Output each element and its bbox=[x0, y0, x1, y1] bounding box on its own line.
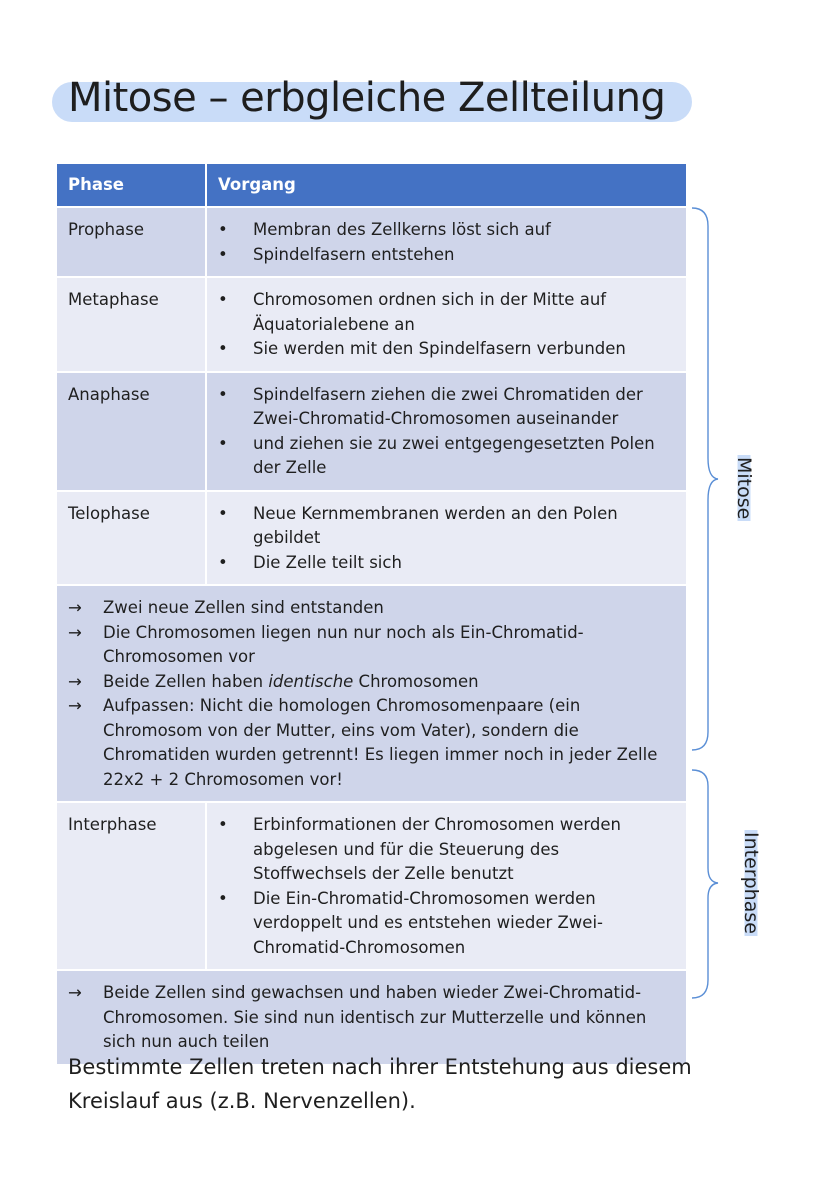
item-text: Spindelfasern ziehen die zwei Chromatiden der Zwei-Chromatid-Chromosomen auseinander bbox=[253, 384, 643, 428]
mitose-summary bbox=[57, 585, 687, 802]
row-prophase bbox=[57, 207, 687, 277]
list-item bbox=[218, 337, 675, 362]
item-text: Sie werden mit den Spindelfasern verbunden bbox=[253, 339, 626, 358]
list-item bbox=[68, 621, 675, 670]
row-telophase bbox=[57, 491, 687, 586]
list-item bbox=[218, 813, 675, 887]
interphase-bracket-label bbox=[740, 830, 762, 936]
phase-name: Anaphase bbox=[57, 372, 206, 491]
title-area bbox=[52, 66, 702, 126]
mitose-bracket-label bbox=[733, 455, 755, 521]
list-item bbox=[218, 551, 675, 576]
footer-note: Bestimmte Zellen treten nach ihrer Entstehung aus diesem Kreislauf aus (z.B. Nervenzellen). bbox=[68, 1055, 692, 1113]
bullet-icon: • bbox=[218, 815, 228, 834]
item-text: Spindelfasern entstehen bbox=[253, 244, 455, 264]
item-text: Die Zelle teilt sich bbox=[253, 552, 402, 572]
item-text: Die Ein-Chromatid-Chromosomen werden verdoppelt und es entstehen wieder Zwei-Chromatid-Chromosomen bbox=[253, 888, 603, 957]
item-text: Zwei neue Zellen sind entstanden bbox=[103, 598, 384, 617]
header-vorgang: Vorgang bbox=[206, 164, 687, 207]
list-item bbox=[218, 218, 675, 243]
bullet-icon: • bbox=[218, 220, 228, 239]
phase-name: Telophase bbox=[57, 491, 206, 586]
list-item bbox=[218, 243, 675, 268]
phase-description bbox=[206, 277, 687, 372]
arrow-right-icon: → bbox=[68, 622, 82, 642]
arrow-right-icon: → bbox=[68, 598, 82, 617]
list-item bbox=[68, 694, 675, 792]
header-phase: Phase bbox=[57, 164, 206, 207]
bullet-icon: • bbox=[218, 384, 228, 404]
bullet-icon: • bbox=[218, 339, 228, 358]
arrow-right-icon: → bbox=[68, 983, 82, 1002]
table-header-row bbox=[57, 164, 687, 207]
bullet-icon: • bbox=[218, 244, 228, 264]
row-anaphase bbox=[57, 372, 687, 491]
phase-name: Metaphase bbox=[57, 277, 206, 372]
list-item bbox=[218, 288, 675, 337]
bullet-icon: • bbox=[218, 433, 228, 453]
row-interphase bbox=[57, 802, 687, 970]
list-item bbox=[218, 887, 675, 961]
phase-description bbox=[206, 491, 687, 586]
item-text: Membran des Zellkerns löst sich auf bbox=[253, 220, 551, 239]
list-item bbox=[218, 383, 675, 432]
phase-name: Interphase bbox=[57, 802, 206, 970]
item-text: Aufpassen: Nicht die homologen Chromosomenpaare (ein Chromosom von der Mutter, eins vom Vater), sondern die Chromatiden wurden getrennt! Es liegen immer noch in jeder Zelle 22x2 + 2 Chromosomen vor! bbox=[103, 696, 658, 789]
item-text: Neue Kernmembranen werden an den Polen gebildet bbox=[253, 503, 618, 547]
interphase-brace-icon bbox=[690, 768, 720, 1000]
item-text: Beide Zellen sind gewachsen und haben wieder Zwei-Chromatid-Chromosomen. Sie sind nun identisch zur Mutterzelle und können sich nun auch teilen bbox=[103, 983, 647, 1051]
list-item bbox=[68, 596, 675, 621]
bullet-icon: • bbox=[218, 552, 228, 572]
item-text: Chromosomen bbox=[353, 671, 479, 691]
arrow-right-icon: → bbox=[68, 671, 82, 691]
arrow-right-icon: → bbox=[68, 696, 82, 715]
item-text: und ziehen sie zu zwei entgegengesetzten Polen der Zelle bbox=[253, 433, 655, 477]
mitose-brace-icon bbox=[690, 206, 720, 752]
bullet-icon: • bbox=[218, 888, 228, 908]
bullet-icon: • bbox=[218, 290, 228, 309]
phase-description bbox=[206, 802, 687, 970]
list-item bbox=[218, 502, 675, 551]
item-text: Erbinformationen der Chromosomen werden abgelesen und für die Steuerung des Stoffwechsels der Zelle benutzt bbox=[253, 815, 621, 883]
interphase-label-text: Interphase bbox=[740, 832, 762, 934]
row-mitose-summary bbox=[57, 585, 687, 802]
item-text: Chromosomen ordnen sich in der Mitte auf Äquatorialebene an bbox=[253, 290, 607, 334]
phase-name: Prophase bbox=[57, 207, 206, 277]
item-text: Die Chromosomen liegen nun nur noch als Ein-Chromatid-Chromosomen vor bbox=[103, 622, 584, 666]
emphasis-text: identische bbox=[268, 671, 354, 691]
list-item bbox=[218, 432, 675, 481]
list-item bbox=[68, 981, 675, 1055]
row-metaphase bbox=[57, 277, 687, 372]
phase-description bbox=[206, 207, 687, 277]
page-title: Mitose – erbgleiche Zellteilung bbox=[68, 75, 666, 121]
bullet-icon: • bbox=[218, 503, 228, 523]
phase-description bbox=[206, 372, 687, 491]
item-text: Beide Zellen haben bbox=[103, 671, 269, 691]
mitose-table bbox=[57, 164, 688, 1064]
mitose-label-text: Mitose bbox=[733, 457, 755, 520]
list-item bbox=[68, 670, 675, 695]
